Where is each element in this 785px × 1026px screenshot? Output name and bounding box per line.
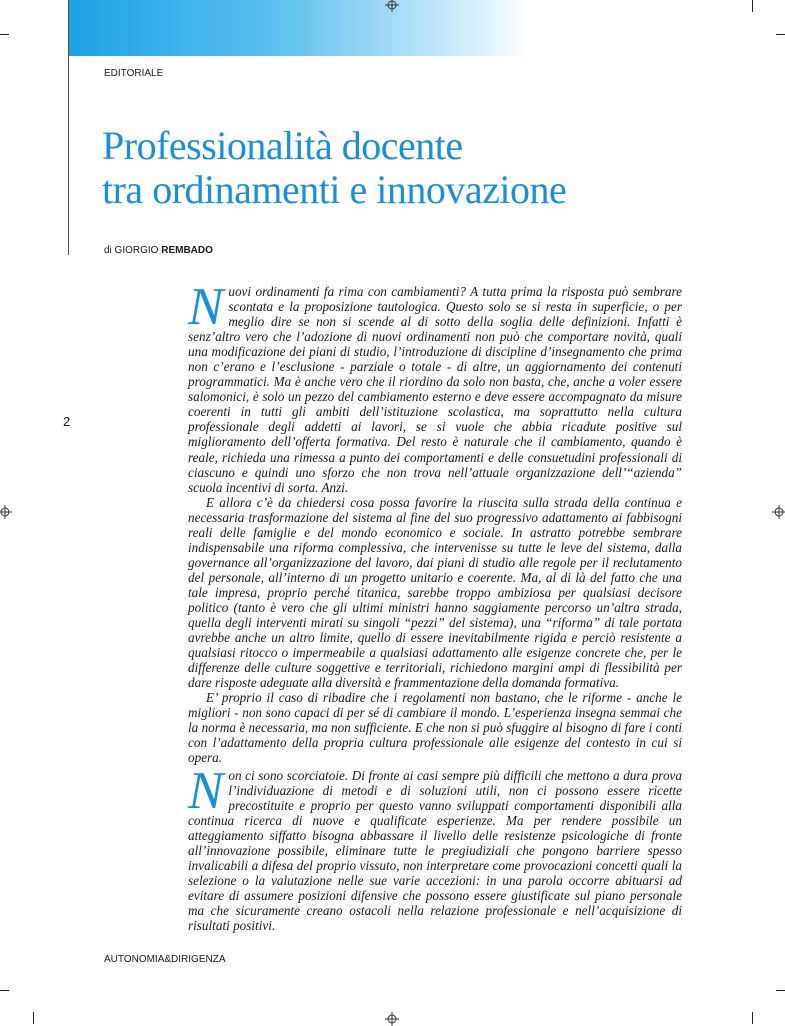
footer-publication: AUTONOMIA&DIRIGENZA <box>104 954 226 965</box>
paragraph-4-text: on ci sono scorciatoie. Di fronte ai casi sempre più difficili che mettono a dura prova l’individuazione di metodi e di soluzioni utili, non ci possono essere ricette precostituite e proprio per questo vanno sviluppati comportamenti disponibili alla continua ricerca di nuove e qualificate esperienze. Ma per rendere possibile un atteggiamento siffatto bisogna abbassare il livello delle resistenze psicologiche di fronte all’innovazione possibile, eliminare tutte le pregiudiziali che pongono barriere spesso invalicabili a difesa del proprio vissuto, non interpretare come provocazioni concetti quali la selezione o la valutazione nelle sue varie accezioni: in una parola occorre abituarsi ad evitare di assumere posizioni difensive che possono essere giustificate sul piano personale ma che sicuramente creano ostacoli nella relazione professionale e nell’acquisizione di risultati positivi. <box>188 767 682 933</box>
header-color-band <box>68 0 530 56</box>
byline-author: REMBADO <box>161 245 213 256</box>
registration-mark-icon <box>385 0 399 12</box>
crop-mark <box>0 34 9 35</box>
crop-mark <box>752 0 753 12</box>
article-title-line-1: Professionalità docente <box>102 123 463 168</box>
drop-cap: N <box>188 761 224 820</box>
crop-mark <box>776 990 785 991</box>
page-number: 2 <box>63 414 71 429</box>
crop-mark <box>776 34 785 35</box>
article-title <box>102 124 702 212</box>
crop-mark <box>752 1012 753 1024</box>
header-vertical-rule <box>68 0 69 255</box>
drop-cap: N <box>188 278 224 336</box>
paragraph-1 <box>188 278 682 495</box>
paragraph-3: E’ proprio il caso di ribadire che i regolamenti non bastano, che le riforme - anche le migliori - non sono capaci di per sé di cambiare il mondo. L’esperienza insegna semmai che la norma è necessaria, ma non sufficiente. E che non si può sfuggire al bisogno di fare i conti con l’adattamento della propria cultura professionale alle esigenze del contesto in cui si opera. <box>188 690 682 766</box>
paragraph-2: E allora c’è da chiedersi cosa possa favorire la riuscita sulla strada della continua e necessaria trasformazione del sistema al fine del suo progressivo adattamento ai fabbisogni reali delle famiglie e del mondo economico e sociale. In astratto potrebbe sembrare indispensabile una riforma complessiva, che intervenisse su tutte le leve del sistema, dalla governance all’organizzazione del lavoro, dai piani di studio alle regole per il reclutamento del personale, all’interno di un progetto unitario e coerente. Ma, al di là del fatto che una tale impresa, proprio perché titanica, sarebbe troppo ambiziosa per qualsiasi decisore politico (tanto è vero che gli ultimi ministri hanno saggiamente percorso un’altra strada, quella degli interventi mirati su singoli “pezzi” del sistema), una “riforma” di tale portata avrebbe anche un altro limite, quello di essere inevitabilmente rigida e perciò resistente a qualsiasi ritocco o impermeabile a qualsiasi adattamento alle esigenze concrete che, per le differenze delle culture soggettive e territoriali, richiedono margini ampi di flessibilità per dare risposte adeguate alla diversità e frammentazione della domanda formativa. <box>188 494 682 691</box>
byline-prefix: di GIORGIO <box>104 245 159 256</box>
section-label: EDITORIALE <box>104 68 164 79</box>
byline <box>104 245 213 256</box>
paragraph-4 <box>188 761 682 934</box>
crop-mark <box>33 1012 34 1024</box>
article-title-line-2: tra ordinamenti e innovazione <box>102 167 567 212</box>
paragraph-1-text: uovi ordinamenti fa rima con cambiamenti? A tutta prima la risposta può sembrare scontata e la proposizione tautologica. Questo solo se si resta in superficie, o per meglio dire se non si scende al di sotto della soglia delle definizioni. Infatti è senz’altro vero che l’adozione di nuovi ordinamenti non può che comportare novità, quali una modificazione dei piani di studio, l’introduzione di discipline d’insegnamento che prima non c’erano e l’esclusione - parziale o totale - di altre, un aggiornamento dei contenuti programmatici. Ma è anche vero che il riordino da solo non basta, che, anche a voler essere salomonici, è solo un pezzo del cambiamento esterno e deve essere accompagnato da misure coerenti in tutti gli ambiti dell’istituzione scolastica, ma soprattutto nella cultura professionale degli addetti ai lavori, se si vuole che abbia ricadute positive sul miglioramento dell’offerta formativa. Del resto è naturale che il cambiamento, quando è reale, richieda una rimessa a punto dei comportamenti e delle consuetudini professionali di ciascuno e quindi uno sforzo che non trova nell’attuale organizzazione dell’“azienda” scuola incentivi di sorta. Anzi. <box>188 284 682 495</box>
registration-mark-icon <box>0 505 12 519</box>
crop-mark <box>0 990 9 991</box>
article-body <box>188 278 682 933</box>
registration-mark-icon <box>772 505 785 519</box>
